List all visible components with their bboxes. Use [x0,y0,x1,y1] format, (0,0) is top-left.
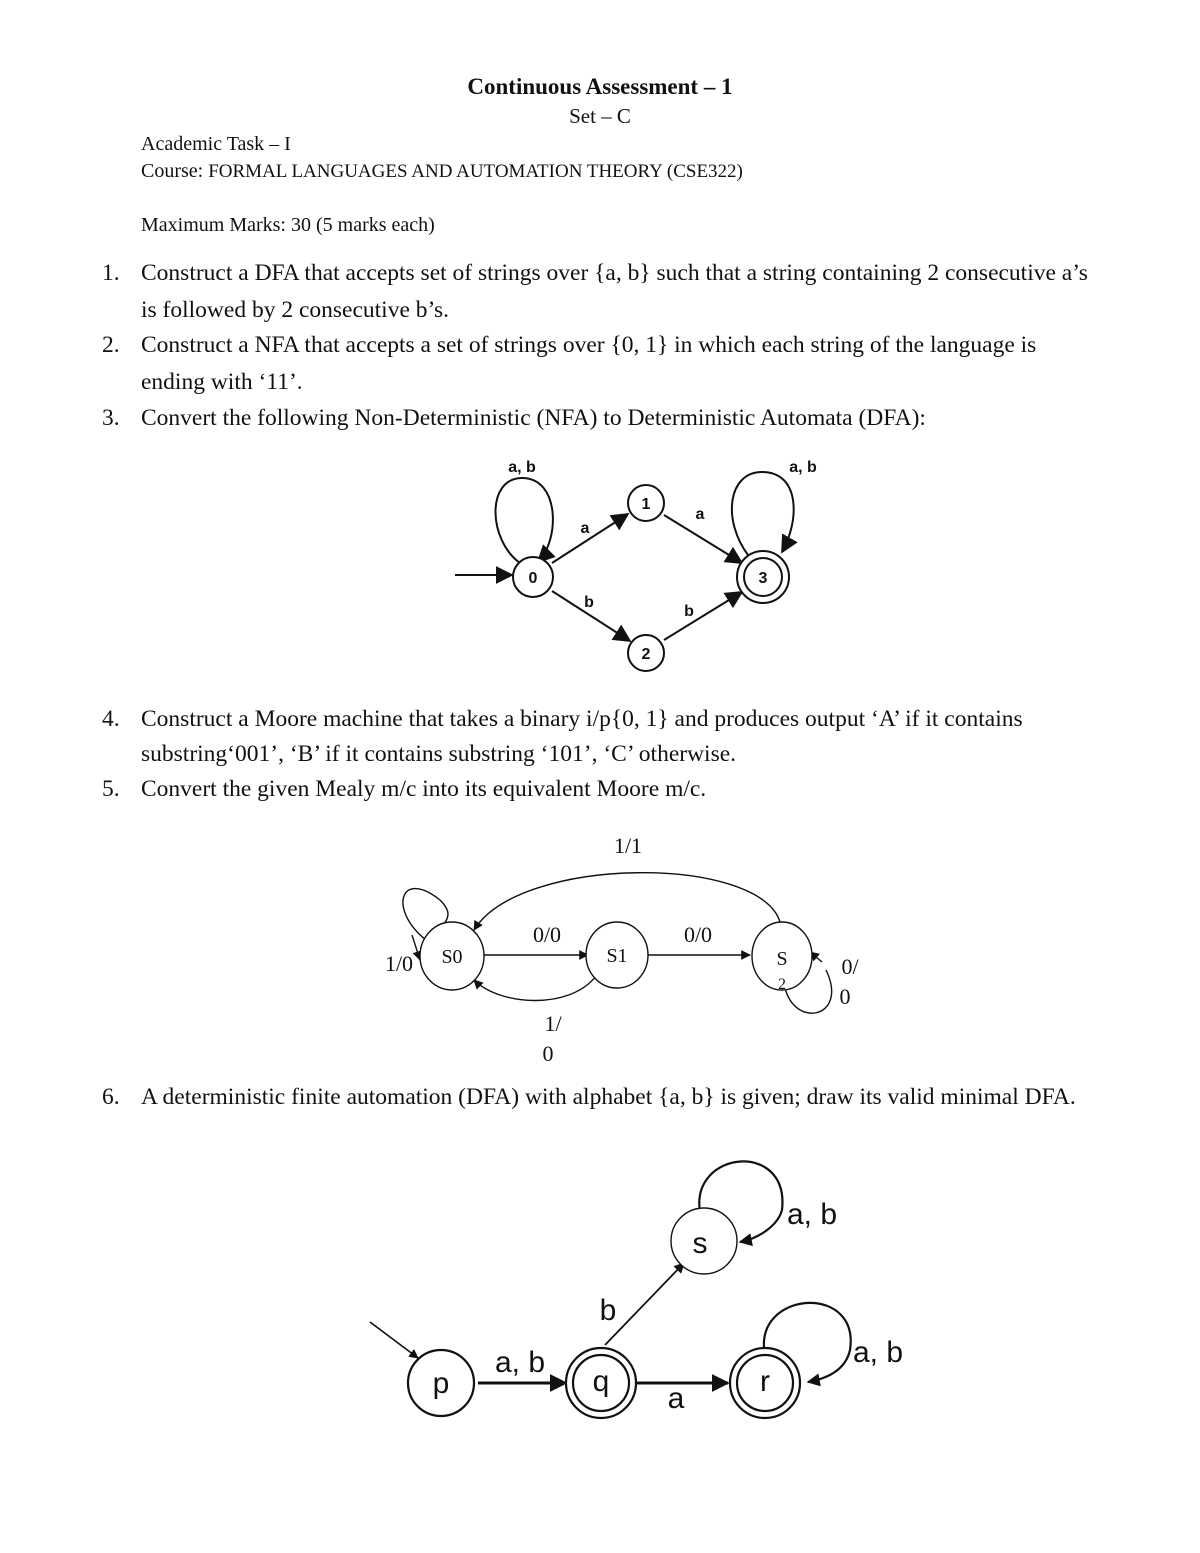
nfa-edge-label: b [584,594,594,611]
mealy-edge-label: 0 [839,984,851,1009]
dfa-edge-label: a [667,1382,685,1415]
mealy-edge-label: 1/1 [613,833,643,858]
mealy-edge-label: 1/0 [384,951,414,976]
dfa-edge-label: a, b [494,1346,546,1379]
mealy-state-label: S1 [606,945,628,967]
nfa-state-label: 1 [641,496,651,513]
mealy-edge-label: 1/ [544,1011,562,1036]
nfa-edge-label: b [684,603,694,620]
question-text: Construct a Moore machine that takes a binary i/p{0, 1} and produces output ‘A’ if it contains substring‘001’, ‘B’ if it contains substring ‘101’, ‘C’ otherwise. [141,706,1023,767]
mealy-edge-label: 0/0 [683,922,713,947]
mealy-edge-label: 0/0 [532,922,562,947]
page-title: Continuous Assessment – 1 [467,74,733,99]
nfa-edge-label: a, b [508,459,536,476]
set-label: Set – C [569,104,631,128]
question-text: Convert the given Mealy m/c into its equivalent Moore m/c. [141,776,707,802]
mealy-state-label: S0 [441,946,463,968]
nfa-state-label: 2 [641,646,651,663]
mealy-state-label: S [776,948,788,970]
dfa-edge-label: a, b [852,1336,904,1369]
question-number: 2. [102,332,120,358]
course-label: Course: [141,160,204,182]
mealy-edge-label: 0 [542,1041,554,1066]
dfa-state-label: q [592,1365,610,1398]
question-number: 5. [102,776,120,802]
nfa-edge-label: a [580,520,590,537]
question-number: 6. [102,1084,120,1110]
question-text: Convert the following Non-Deterministic (NFA) to Deterministic Automata (DFA): [141,405,926,431]
dfa-edge-label: a, b [786,1198,838,1231]
nfa-state-label: 3 [758,570,768,587]
nfa-edge-label: a [695,506,705,523]
mealy-edge-label: 0/ [841,954,859,979]
dfa-state-label: r [760,1365,770,1398]
nfa-edge-label: a, b [789,459,817,476]
question-number: 4. [102,706,120,732]
question-text: Construct a DFA that accepts set of strings over {a, b} such that a string containing 2 consecutive a’s is followed by 2 consecutive b’s. [141,260,1088,323]
academic-task: Academic Task – I [141,133,291,155]
dfa-edge-q-s [605,1263,684,1345]
dfa-start-arrow [370,1322,418,1358]
dfa-state-label: s [692,1227,708,1260]
question-text: Construct a NFA that accepts a set of strings over {0, 1} in which each string of the language is ending with ‘11’. [141,332,1037,395]
dfa-edge-label: b [599,1294,617,1327]
course-name: FORMAL LANGUAGES AND AUTOMATION THEORY (CSE322) [208,161,743,182]
question-text: A deterministic finite automation (DFA) with alphabet {a, b} is given; draw its valid minimal DFA. [141,1084,1076,1110]
question-number: 1. [102,260,120,286]
maximum-marks: Maximum Marks: 30 (5 marks each) [141,214,435,236]
dfa-state-label: p [432,1367,450,1400]
mealy-state-label: 2 [778,976,786,993]
nfa-state-label: 0 [528,570,538,587]
question-number: 3. [102,405,120,431]
